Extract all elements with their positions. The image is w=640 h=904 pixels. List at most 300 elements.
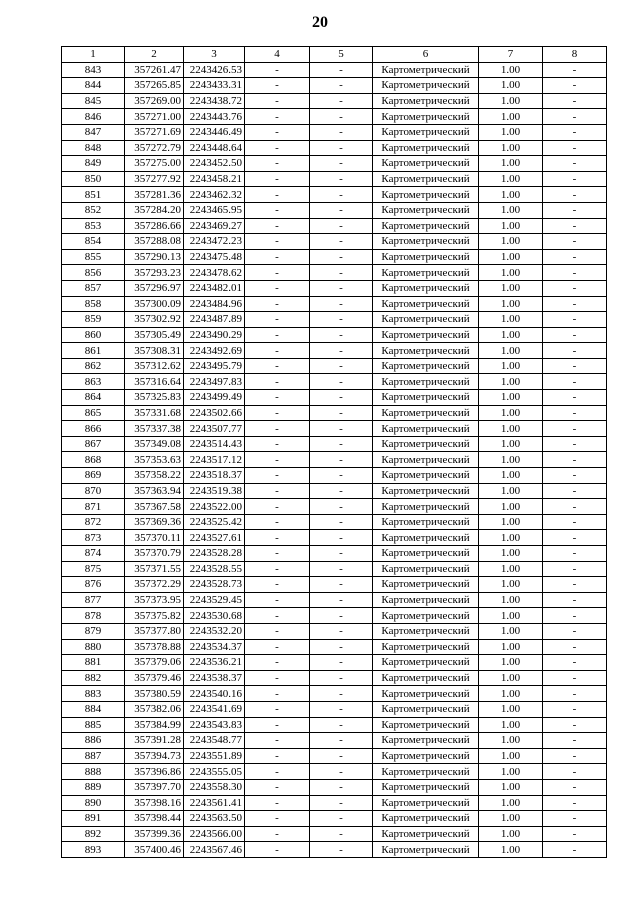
- col8-cell: -: [543, 748, 607, 764]
- method-cell: Картометрический: [373, 608, 479, 624]
- accuracy-cell: 1.00: [479, 436, 543, 452]
- y-coordinate-cell: 2243462.32: [184, 187, 245, 203]
- y-coordinate-cell: 2243443.76: [184, 109, 245, 125]
- point-number-cell: 875: [62, 561, 125, 577]
- method-cell: Картометрический: [373, 202, 479, 218]
- method-cell: Картометрический: [373, 78, 479, 94]
- x-coordinate-cell: 357269.00: [125, 93, 184, 109]
- method-cell: Картометрический: [373, 249, 479, 265]
- col4-cell: -: [245, 202, 310, 218]
- method-cell: Картометрический: [373, 374, 479, 390]
- accuracy-cell: 1.00: [479, 686, 543, 702]
- accuracy-cell: 1.00: [479, 234, 543, 250]
- x-coordinate-cell: 357373.95: [125, 592, 184, 608]
- point-number-cell: 857: [62, 280, 125, 296]
- table-row: [62, 312, 607, 328]
- table-row: [62, 140, 607, 156]
- accuracy-cell: 1.00: [479, 327, 543, 343]
- col4-cell: -: [245, 171, 310, 187]
- col4-cell: -: [245, 312, 310, 328]
- point-number-cell: 863: [62, 374, 125, 390]
- col8-cell: -: [543, 546, 607, 562]
- col8-cell: -: [543, 249, 607, 265]
- y-coordinate-cell: 2243426.53: [184, 62, 245, 78]
- column-header: 2: [125, 47, 184, 63]
- col4-cell: -: [245, 187, 310, 203]
- col5-cell: -: [310, 842, 373, 858]
- accuracy-cell: 1.00: [479, 468, 543, 484]
- col8-cell: -: [543, 405, 607, 421]
- x-coordinate-cell: 357305.49: [125, 327, 184, 343]
- x-coordinate-cell: 357296.97: [125, 280, 184, 296]
- point-number-cell: 876: [62, 577, 125, 593]
- col5-cell: -: [310, 514, 373, 530]
- method-cell: Картометрический: [373, 483, 479, 499]
- method-cell: Картометрический: [373, 733, 479, 749]
- accuracy-cell: 1.00: [479, 156, 543, 172]
- method-cell: Картометрический: [373, 452, 479, 468]
- table-row: [62, 156, 607, 172]
- method-cell: Картометрический: [373, 717, 479, 733]
- point-number-cell: 867: [62, 436, 125, 452]
- x-coordinate-cell: 357290.13: [125, 249, 184, 265]
- y-coordinate-cell: 2243433.31: [184, 78, 245, 94]
- accuracy-cell: 1.00: [479, 608, 543, 624]
- method-cell: Картометрический: [373, 421, 479, 437]
- accuracy-cell: 1.00: [479, 78, 543, 94]
- col8-cell: -: [543, 374, 607, 390]
- x-coordinate-cell: 357302.92: [125, 312, 184, 328]
- accuracy-cell: 1.00: [479, 280, 543, 296]
- column-header: 7: [479, 47, 543, 63]
- col5-cell: -: [310, 733, 373, 749]
- x-coordinate-cell: 357379.06: [125, 655, 184, 671]
- method-cell: Картометрический: [373, 499, 479, 515]
- table-row: [62, 514, 607, 530]
- point-number-cell: 866: [62, 421, 125, 437]
- y-coordinate-cell: 2243484.96: [184, 296, 245, 312]
- accuracy-cell: 1.00: [479, 218, 543, 234]
- y-coordinate-cell: 2243448.64: [184, 140, 245, 156]
- x-coordinate-cell: 357397.70: [125, 779, 184, 795]
- y-coordinate-cell: 2243482.01: [184, 280, 245, 296]
- col8-cell: -: [543, 436, 607, 452]
- col4-cell: -: [245, 764, 310, 780]
- x-coordinate-cell: 357349.08: [125, 436, 184, 452]
- point-number-cell: 881: [62, 655, 125, 671]
- col4-cell: -: [245, 421, 310, 437]
- x-coordinate-cell: 357358.22: [125, 468, 184, 484]
- y-coordinate-cell: 2243458.21: [184, 171, 245, 187]
- accuracy-cell: 1.00: [479, 140, 543, 156]
- col5-cell: -: [310, 608, 373, 624]
- x-coordinate-cell: 357400.46: [125, 842, 184, 858]
- col8-cell: -: [543, 156, 607, 172]
- col4-cell: -: [245, 546, 310, 562]
- col5-cell: -: [310, 468, 373, 484]
- accuracy-cell: 1.00: [479, 187, 543, 203]
- point-number-cell: 870: [62, 483, 125, 499]
- table-row: [62, 171, 607, 187]
- table-row: [62, 93, 607, 109]
- col5-cell: -: [310, 265, 373, 281]
- x-coordinate-cell: 357370.11: [125, 530, 184, 546]
- col4-cell: -: [245, 265, 310, 281]
- col5-cell: -: [310, 779, 373, 795]
- col4-cell: -: [245, 78, 310, 94]
- accuracy-cell: 1.00: [479, 795, 543, 811]
- point-number-cell: 882: [62, 670, 125, 686]
- table-row: [62, 109, 607, 125]
- col5-cell: -: [310, 795, 373, 811]
- col4-cell: -: [245, 156, 310, 172]
- accuracy-cell: 1.00: [479, 514, 543, 530]
- col8-cell: -: [543, 733, 607, 749]
- table-row: [62, 686, 607, 702]
- method-cell: Картометрический: [373, 577, 479, 593]
- col5-cell: -: [310, 62, 373, 78]
- col8-cell: -: [543, 811, 607, 827]
- col8-cell: -: [543, 826, 607, 842]
- method-cell: Картометрический: [373, 546, 479, 562]
- x-coordinate-cell: 357372.29: [125, 577, 184, 593]
- y-coordinate-cell: 2243452.50: [184, 156, 245, 172]
- col8-cell: -: [543, 171, 607, 187]
- table-row: [62, 327, 607, 343]
- x-coordinate-cell: 357398.44: [125, 811, 184, 827]
- table-row: [62, 592, 607, 608]
- col4-cell: -: [245, 779, 310, 795]
- x-coordinate-cell: 357367.58: [125, 499, 184, 515]
- point-number-cell: 859: [62, 312, 125, 328]
- col5-cell: -: [310, 234, 373, 250]
- method-cell: Картометрический: [373, 779, 479, 795]
- accuracy-cell: 1.00: [479, 62, 543, 78]
- table-row: [62, 701, 607, 717]
- point-number-cell: 846: [62, 109, 125, 125]
- col8-cell: -: [543, 296, 607, 312]
- x-coordinate-cell: 357391.28: [125, 733, 184, 749]
- method-cell: Картометрический: [373, 639, 479, 655]
- col8-cell: -: [543, 218, 607, 234]
- col5-cell: -: [310, 405, 373, 421]
- accuracy-cell: 1.00: [479, 779, 543, 795]
- col8-cell: -: [543, 78, 607, 94]
- y-coordinate-cell: 2243563.50: [184, 811, 245, 827]
- col8-cell: -: [543, 234, 607, 250]
- col8-cell: -: [543, 421, 607, 437]
- column-header: 3: [184, 47, 245, 63]
- method-cell: Картометрический: [373, 140, 479, 156]
- y-coordinate-cell: 2243507.77: [184, 421, 245, 437]
- col4-cell: -: [245, 343, 310, 359]
- col4-cell: -: [245, 530, 310, 546]
- x-coordinate-cell: 357286.66: [125, 218, 184, 234]
- table-row: [62, 218, 607, 234]
- point-number-cell: 877: [62, 592, 125, 608]
- col4-cell: -: [245, 623, 310, 639]
- method-cell: Картометрический: [373, 795, 479, 811]
- y-coordinate-cell: 2243465.95: [184, 202, 245, 218]
- table-row: [62, 421, 607, 437]
- x-coordinate-cell: 357277.92: [125, 171, 184, 187]
- accuracy-cell: 1.00: [479, 811, 543, 827]
- col5-cell: -: [310, 826, 373, 842]
- col4-cell: -: [245, 358, 310, 374]
- accuracy-cell: 1.00: [479, 93, 543, 109]
- point-number-cell: 864: [62, 390, 125, 406]
- table-row: [62, 265, 607, 281]
- col5-cell: -: [310, 670, 373, 686]
- table-row: [62, 249, 607, 265]
- method-cell: Картометрический: [373, 234, 479, 250]
- col5-cell: -: [310, 327, 373, 343]
- col4-cell: -: [245, 577, 310, 593]
- point-number-cell: 853: [62, 218, 125, 234]
- method-cell: Картометрический: [373, 748, 479, 764]
- accuracy-cell: 1.00: [479, 358, 543, 374]
- point-number-cell: 854: [62, 234, 125, 250]
- accuracy-cell: 1.00: [479, 390, 543, 406]
- y-coordinate-cell: 2243529.45: [184, 592, 245, 608]
- accuracy-cell: 1.00: [479, 733, 543, 749]
- x-coordinate-cell: 357300.09: [125, 296, 184, 312]
- accuracy-cell: 1.00: [479, 296, 543, 312]
- y-coordinate-cell: 2243499.49: [184, 390, 245, 406]
- y-coordinate-cell: 2243497.83: [184, 374, 245, 390]
- x-coordinate-cell: 357353.63: [125, 452, 184, 468]
- column-header: 8: [543, 47, 607, 63]
- col5-cell: -: [310, 343, 373, 359]
- y-coordinate-cell: 2243519.38: [184, 483, 245, 499]
- point-number-cell: 878: [62, 608, 125, 624]
- col8-cell: -: [543, 468, 607, 484]
- x-coordinate-cell: 357380.59: [125, 686, 184, 702]
- y-coordinate-cell: 2243555.05: [184, 764, 245, 780]
- y-coordinate-cell: 2243492.69: [184, 343, 245, 359]
- col5-cell: -: [310, 187, 373, 203]
- col4-cell: -: [245, 109, 310, 125]
- col8-cell: -: [543, 327, 607, 343]
- table-row: [62, 124, 607, 140]
- accuracy-cell: 1.00: [479, 124, 543, 140]
- col4-cell: -: [245, 436, 310, 452]
- y-coordinate-cell: 2243532.20: [184, 623, 245, 639]
- point-number-cell: 858: [62, 296, 125, 312]
- y-coordinate-cell: 2243528.28: [184, 546, 245, 562]
- method-cell: Картометрический: [373, 655, 479, 671]
- col5-cell: -: [310, 312, 373, 328]
- accuracy-cell: 1.00: [479, 374, 543, 390]
- y-coordinate-cell: 2243518.37: [184, 468, 245, 484]
- y-coordinate-cell: 2243527.61: [184, 530, 245, 546]
- col8-cell: -: [543, 280, 607, 296]
- y-coordinate-cell: 2243478.62: [184, 265, 245, 281]
- col5-cell: -: [310, 546, 373, 562]
- x-coordinate-cell: 357284.20: [125, 202, 184, 218]
- table-row: [62, 343, 607, 359]
- accuracy-cell: 1.00: [479, 748, 543, 764]
- col4-cell: -: [245, 234, 310, 250]
- method-cell: Картометрический: [373, 280, 479, 296]
- col4-cell: -: [245, 93, 310, 109]
- table-body: [62, 62, 607, 857]
- col4-cell: -: [245, 826, 310, 842]
- x-coordinate-cell: 357293.23: [125, 265, 184, 281]
- point-number-cell: 855: [62, 249, 125, 265]
- table-row: [62, 826, 607, 842]
- accuracy-cell: 1.00: [479, 561, 543, 577]
- table-row: [62, 405, 607, 421]
- x-coordinate-cell: 357331.68: [125, 405, 184, 421]
- col5-cell: -: [310, 421, 373, 437]
- col8-cell: -: [543, 93, 607, 109]
- col8-cell: -: [543, 623, 607, 639]
- col4-cell: -: [245, 249, 310, 265]
- method-cell: Картометрический: [373, 327, 479, 343]
- table-row: [62, 811, 607, 827]
- table-row: [62, 358, 607, 374]
- x-coordinate-cell: 357384.99: [125, 717, 184, 733]
- x-coordinate-cell: 357377.80: [125, 623, 184, 639]
- y-coordinate-cell: 2243446.49: [184, 124, 245, 140]
- method-cell: Картометрический: [373, 218, 479, 234]
- col8-cell: -: [543, 390, 607, 406]
- method-cell: Картометрический: [373, 514, 479, 530]
- col8-cell: -: [543, 483, 607, 499]
- point-number-cell: 880: [62, 639, 125, 655]
- point-number-cell: 848: [62, 140, 125, 156]
- col4-cell: -: [245, 655, 310, 671]
- point-number-cell: 871: [62, 499, 125, 515]
- col8-cell: -: [543, 779, 607, 795]
- col4-cell: -: [245, 514, 310, 530]
- table-row: [62, 561, 607, 577]
- x-coordinate-cell: 357261.47: [125, 62, 184, 78]
- table-row: [62, 436, 607, 452]
- y-coordinate-cell: 2243536.21: [184, 655, 245, 671]
- point-number-cell: 893: [62, 842, 125, 858]
- method-cell: Картометрический: [373, 686, 479, 702]
- col4-cell: -: [245, 717, 310, 733]
- accuracy-cell: 1.00: [479, 623, 543, 639]
- method-cell: Картометрический: [373, 109, 479, 125]
- y-coordinate-cell: 2243528.73: [184, 577, 245, 593]
- method-cell: Картометрический: [373, 171, 479, 187]
- col4-cell: -: [245, 561, 310, 577]
- y-coordinate-cell: 2243469.27: [184, 218, 245, 234]
- accuracy-cell: 1.00: [479, 639, 543, 655]
- col4-cell: -: [245, 842, 310, 858]
- col5-cell: -: [310, 483, 373, 499]
- point-number-cell: 847: [62, 124, 125, 140]
- accuracy-cell: 1.00: [479, 670, 543, 686]
- col5-cell: -: [310, 701, 373, 717]
- table-row: [62, 577, 607, 593]
- point-number-cell: 860: [62, 327, 125, 343]
- col5-cell: -: [310, 202, 373, 218]
- point-number-cell: 884: [62, 701, 125, 717]
- point-number-cell: 851: [62, 187, 125, 203]
- col8-cell: -: [543, 686, 607, 702]
- col8-cell: -: [543, 124, 607, 140]
- x-coordinate-cell: 357398.16: [125, 795, 184, 811]
- point-number-cell: 856: [62, 265, 125, 281]
- table-row: [62, 655, 607, 671]
- method-cell: Картометрический: [373, 826, 479, 842]
- table-row: [62, 234, 607, 250]
- method-cell: Картометрический: [373, 343, 479, 359]
- col4-cell: -: [245, 483, 310, 499]
- col8-cell: -: [543, 764, 607, 780]
- accuracy-cell: 1.00: [479, 343, 543, 359]
- accuracy-cell: 1.00: [479, 249, 543, 265]
- col5-cell: -: [310, 717, 373, 733]
- table-row: [62, 280, 607, 296]
- x-coordinate-cell: 357272.79: [125, 140, 184, 156]
- col5-cell: -: [310, 109, 373, 125]
- col4-cell: -: [245, 592, 310, 608]
- table-row: [62, 639, 607, 655]
- method-cell: Картометрический: [373, 670, 479, 686]
- accuracy-cell: 1.00: [479, 592, 543, 608]
- y-coordinate-cell: 2243548.77: [184, 733, 245, 749]
- col5-cell: -: [310, 623, 373, 639]
- col5-cell: -: [310, 748, 373, 764]
- col5-cell: -: [310, 78, 373, 94]
- col5-cell: -: [310, 436, 373, 452]
- point-number-cell: 879: [62, 623, 125, 639]
- col4-cell: -: [245, 405, 310, 421]
- y-coordinate-cell: 2243558.30: [184, 779, 245, 795]
- method-cell: Картометрический: [373, 436, 479, 452]
- page-number: 20: [312, 14, 328, 31]
- x-coordinate-cell: 357399.36: [125, 826, 184, 842]
- y-coordinate-cell: 2243522.00: [184, 499, 245, 515]
- table-row: [62, 842, 607, 858]
- col5-cell: -: [310, 561, 373, 577]
- col8-cell: -: [543, 842, 607, 858]
- col5-cell: -: [310, 358, 373, 374]
- method-cell: Картометрический: [373, 390, 479, 406]
- y-coordinate-cell: 2243538.37: [184, 670, 245, 686]
- table-row: [62, 779, 607, 795]
- accuracy-cell: 1.00: [479, 842, 543, 858]
- accuracy-cell: 1.00: [479, 265, 543, 281]
- y-coordinate-cell: 2243487.89: [184, 312, 245, 328]
- col5-cell: -: [310, 499, 373, 515]
- col5-cell: -: [310, 811, 373, 827]
- col4-cell: -: [245, 327, 310, 343]
- col4-cell: -: [245, 670, 310, 686]
- accuracy-cell: 1.00: [479, 764, 543, 780]
- point-number-cell: 850: [62, 171, 125, 187]
- table-row: [62, 795, 607, 811]
- point-number-cell: 868: [62, 452, 125, 468]
- col4-cell: -: [245, 701, 310, 717]
- point-number-cell: 861: [62, 343, 125, 359]
- col5-cell: -: [310, 452, 373, 468]
- point-number-cell: 883: [62, 686, 125, 702]
- method-cell: Картометрический: [373, 468, 479, 484]
- col8-cell: -: [543, 561, 607, 577]
- table-row: [62, 764, 607, 780]
- col5-cell: -: [310, 374, 373, 390]
- x-coordinate-cell: 357370.79: [125, 546, 184, 562]
- column-header: 4: [245, 47, 310, 63]
- col4-cell: -: [245, 124, 310, 140]
- col8-cell: -: [543, 530, 607, 546]
